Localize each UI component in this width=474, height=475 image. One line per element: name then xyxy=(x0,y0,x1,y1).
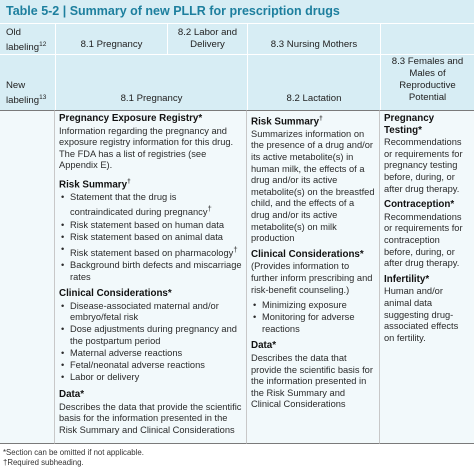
contraception-text: Recommendations or requirements for contraception before, during, or after drug therapy. xyxy=(384,211,463,269)
pregnancy-column xyxy=(55,110,247,444)
infertility-text: Human and/or animal data suggesting drug-associated effects on fertility. xyxy=(384,286,459,343)
new-labeling-ref: 13 xyxy=(39,94,47,101)
risk-summary-heading-text: Risk Summary xyxy=(251,116,320,128)
infertility-heading: Infertility* xyxy=(384,273,430,285)
new-females-males-header xyxy=(380,55,474,110)
list-item xyxy=(70,244,242,260)
footnote-required: †Required subheading. xyxy=(3,457,84,467)
required-mark: † xyxy=(127,177,131,185)
new-labeling-label xyxy=(0,55,55,110)
pregnancy-testing-text: Recommendations or requirements for pregnancy testing before, during, or after drug therapy. xyxy=(384,137,463,194)
table-title: Table 5-2 | Summary of new PLLR for prescription drugs xyxy=(0,0,474,23)
lactation-column xyxy=(247,110,380,444)
contraception-heading: Contraception* xyxy=(384,199,455,211)
old-labor-delivery-header xyxy=(167,24,247,54)
clinical-considerations-list xyxy=(251,300,375,335)
old-labor-delivery-text: 8.2 Labor and Delivery xyxy=(177,27,238,50)
old-labeling-text: Old labeling xyxy=(6,27,40,54)
old-labeling-label xyxy=(0,24,55,54)
list-item: • Disease-associated maternal and/or embryo/fetal risk xyxy=(70,301,242,324)
exposure-registry-text: Information regarding the pregnancy and exposure registry information for this drug. The FDA has a list of registries (see Appendix E). xyxy=(59,125,234,171)
footnote-section: *Section can be omitted if not applicable. xyxy=(3,448,144,457)
old-pregnancy-header xyxy=(55,24,167,54)
required-mark: † xyxy=(319,115,323,122)
list-item: • Risk statement based on human data xyxy=(70,220,242,232)
list-item: • Monitoring for adverse reactions xyxy=(262,312,375,335)
list-item xyxy=(70,192,242,219)
new-lactation-header xyxy=(247,55,380,110)
risk-summary-heading-text: Risk Summary xyxy=(59,179,128,191)
old-pregnancy-text: 8.1 Pregnancy xyxy=(80,39,143,50)
data-heading: Data* xyxy=(59,388,85,400)
list-item: • Dose adjustments during pregnancy and the postpartum period xyxy=(70,324,242,347)
new-labeling-text: New labeling xyxy=(6,80,40,107)
list-item-text: Risk statement based on pharmacology xyxy=(70,247,234,258)
new-lactation-text: 8.2 Lactation xyxy=(286,93,342,104)
risk-summary-heading xyxy=(251,113,375,128)
risk-summary-text: Summarizes information on the presence of a drug and/or its active metabolite(s) in human milk, the effects of a drug and/or its active metabolite(s) on the breastfed child, and the effects of a drug and/or its active metabolite(s) on milk production xyxy=(251,128,375,244)
clinical-considerations-text: (Provides information to further inform prescribing and risk-benefit counseling.) xyxy=(251,261,373,295)
new-pregnancy-text: 8.1 Pregnancy xyxy=(120,93,183,104)
clinical-considerations-heading: Clinical Considerations* xyxy=(251,248,364,260)
new-females-males-text: 8.3 Females and Males of Reproductive Potential xyxy=(391,56,464,103)
list-item: • Labor or delivery xyxy=(70,372,242,384)
list-item: • Minimizing exposure xyxy=(262,300,375,312)
footnotes xyxy=(3,448,144,467)
pregnancy-testing-heading: Pregnancy Testing* xyxy=(384,113,435,136)
list-item-text: Statement that the drug is contraindicated during pregnancy xyxy=(70,191,208,218)
list-item: • Background birth defects and miscarriage rates xyxy=(70,260,242,283)
risk-summary-heading xyxy=(59,176,242,191)
data-heading: Data* xyxy=(251,340,277,352)
new-pregnancy-header xyxy=(55,55,247,110)
old-nursing-mothers-text: 8.3 Nursing Mothers xyxy=(270,39,358,50)
list-item: • Maternal adverse reactions xyxy=(70,348,242,360)
data-text: Describes the data that provide the scientific basis for the information presented in the Risk Summary and Clinical Considerations xyxy=(251,353,373,410)
exposure-registry-heading: Pregnancy Exposure Registry* xyxy=(59,113,203,124)
data-text: Describes the data that provide the scientific basis for the information presented in the Risk Summary and Clinical Considerations xyxy=(59,401,242,435)
old-nursing-mothers-header xyxy=(247,24,380,54)
old-empty-header xyxy=(380,24,474,54)
clinical-considerations-list xyxy=(59,301,242,384)
clinical-considerations-heading: Clinical Considerations* xyxy=(59,288,172,300)
females-males-column xyxy=(380,110,474,444)
risk-summary-list xyxy=(59,192,242,283)
old-labeling-ref: 12 xyxy=(39,41,47,48)
list-item: • Risk statement based on animal data xyxy=(70,232,242,244)
required-mark: † xyxy=(207,204,212,214)
label-column-body xyxy=(0,110,55,444)
list-item: • Fetal/neonatal adverse reactions xyxy=(70,360,242,372)
required-mark: † xyxy=(233,244,238,254)
